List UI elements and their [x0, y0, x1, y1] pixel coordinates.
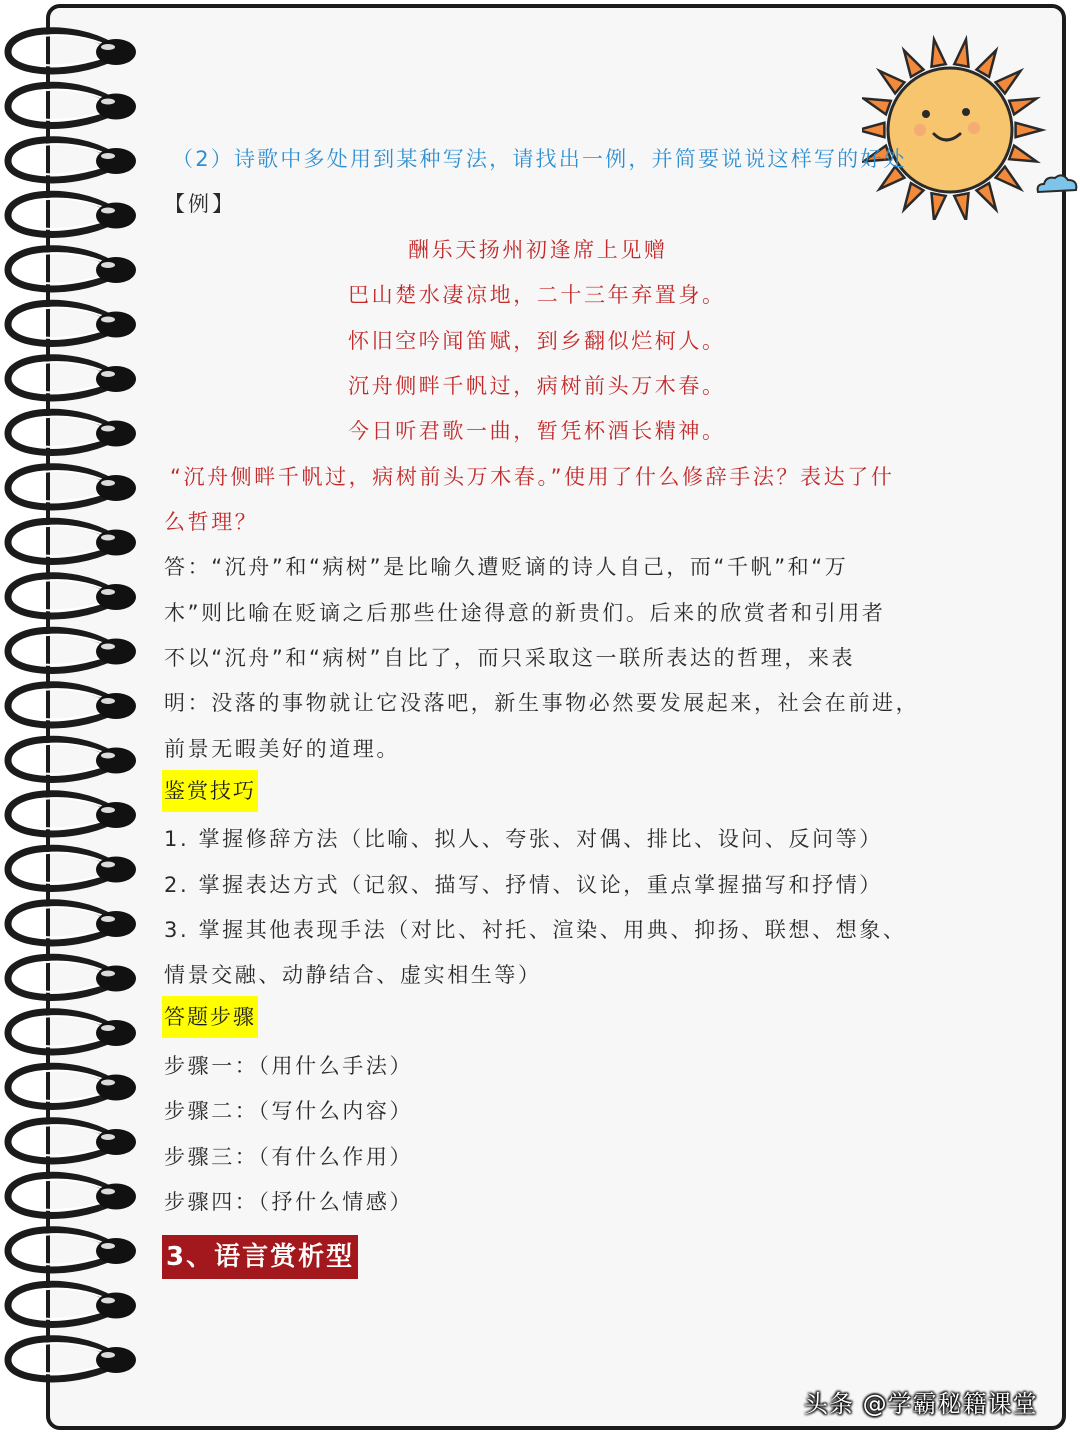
example-label: 【例】 [164, 192, 236, 216]
spiral-coil [8, 1284, 136, 1324]
answer-line: 前景无暇美好的道理。 [164, 737, 400, 761]
skills-heading: 鉴赏技巧 [162, 770, 258, 812]
spiral-coil [8, 1066, 136, 1106]
spiral-coil [8, 412, 136, 452]
prompt-line: 么哲理？ [164, 510, 259, 534]
spiral-coil [8, 1230, 136, 1270]
spiral-coil [8, 1012, 136, 1052]
spiral-coil [8, 85, 136, 125]
sun-icon [862, 30, 1052, 220]
step-item: 步骤一：（用什么手法） [164, 1054, 414, 1078]
poem-title: 酬乐天扬州初逢席上见赠 [408, 238, 668, 262]
answer-line: 答：“沉舟”和“病树”是比喻久遭贬谪的诗人自己，而“千帆”和“万 [164, 555, 849, 579]
spiral-coil [8, 467, 136, 507]
spiral-coil [8, 794, 136, 834]
section-banner: 3、语言赏析型 [162, 1235, 358, 1279]
skill-item: 情景交融、动静结合、虚实相生等） [164, 963, 542, 987]
spiral-coil [8, 303, 136, 343]
spiral-coil [8, 1121, 136, 1161]
skill-item: 3. 掌握其他表现手法（对比、衬托、渲染、用典、抑扬、联想、想象、 [164, 918, 907, 942]
poem-line: 今日听君歌一曲，暂凭杯酒长精神。 [348, 419, 726, 443]
answer-line: 不以“沉舟”和“病树”自比了，而只采取这一联所表达的哲理，来表 [164, 646, 856, 670]
prompt-line: “沉舟侧畔千帆过，病树前头万木春。”使用了什么修辞手法？表达了什 [170, 465, 895, 489]
answer-line: 木”则比喻在贬谪之后那些仕途得意的新贵们。后来的欣赏者和引用者 [164, 601, 886, 625]
spiral-coil [8, 630, 136, 670]
step-item: 步骤四：（抒什么情感） [164, 1190, 414, 1214]
spiral-binding [0, 0, 150, 1440]
spiral-coil [8, 848, 136, 888]
spiral-coil [8, 194, 136, 234]
spiral-coil [8, 521, 136, 561]
spiral-coil [8, 903, 136, 943]
skill-item: 2. 掌握表达方式（记叙、描写、抒情、议论，重点掌握描写和抒情） [164, 873, 883, 897]
spiral-coil [8, 685, 136, 725]
watermark: 头条 @学霸秘籍课堂 [804, 1390, 1038, 1418]
step-item: 步骤三：（有什么作用） [164, 1145, 414, 1169]
spiral-coil [8, 1339, 136, 1379]
steps-heading: 答题步骤 [162, 996, 258, 1038]
spiral-coil [8, 1175, 136, 1215]
poem-line: 怀旧空吟闻笛赋，到乡翻似烂柯人。 [348, 329, 726, 353]
question-text: （2）诗歌中多处用到某种写法，请找出一例，并简要说说这样写的好处 [172, 147, 907, 171]
spiral-coil [8, 957, 136, 997]
poem-line: 巴山楚水凄凉地，二十三年弃置身。 [348, 283, 726, 307]
spiral-coil [8, 358, 136, 398]
skill-item: 1. 掌握修辞方法（比喻、拟人、夸张、对偶、排比、设问、反问等） [164, 827, 883, 851]
spiral-coil [8, 249, 136, 289]
poem-line: 沉舟侧畔千帆过，病树前头万木春。 [348, 374, 726, 398]
spiral-coil [8, 140, 136, 180]
step-item: 步骤二：（写什么内容） [164, 1099, 414, 1123]
cloud-icon [1034, 172, 1080, 196]
spiral-coil [8, 739, 136, 779]
spiral-coil [8, 31, 136, 71]
spiral-coil [8, 576, 136, 616]
answer-line: 明：没落的事物就让它没落吧，新生事物必然要发展起来，社会在前进， [164, 691, 920, 715]
